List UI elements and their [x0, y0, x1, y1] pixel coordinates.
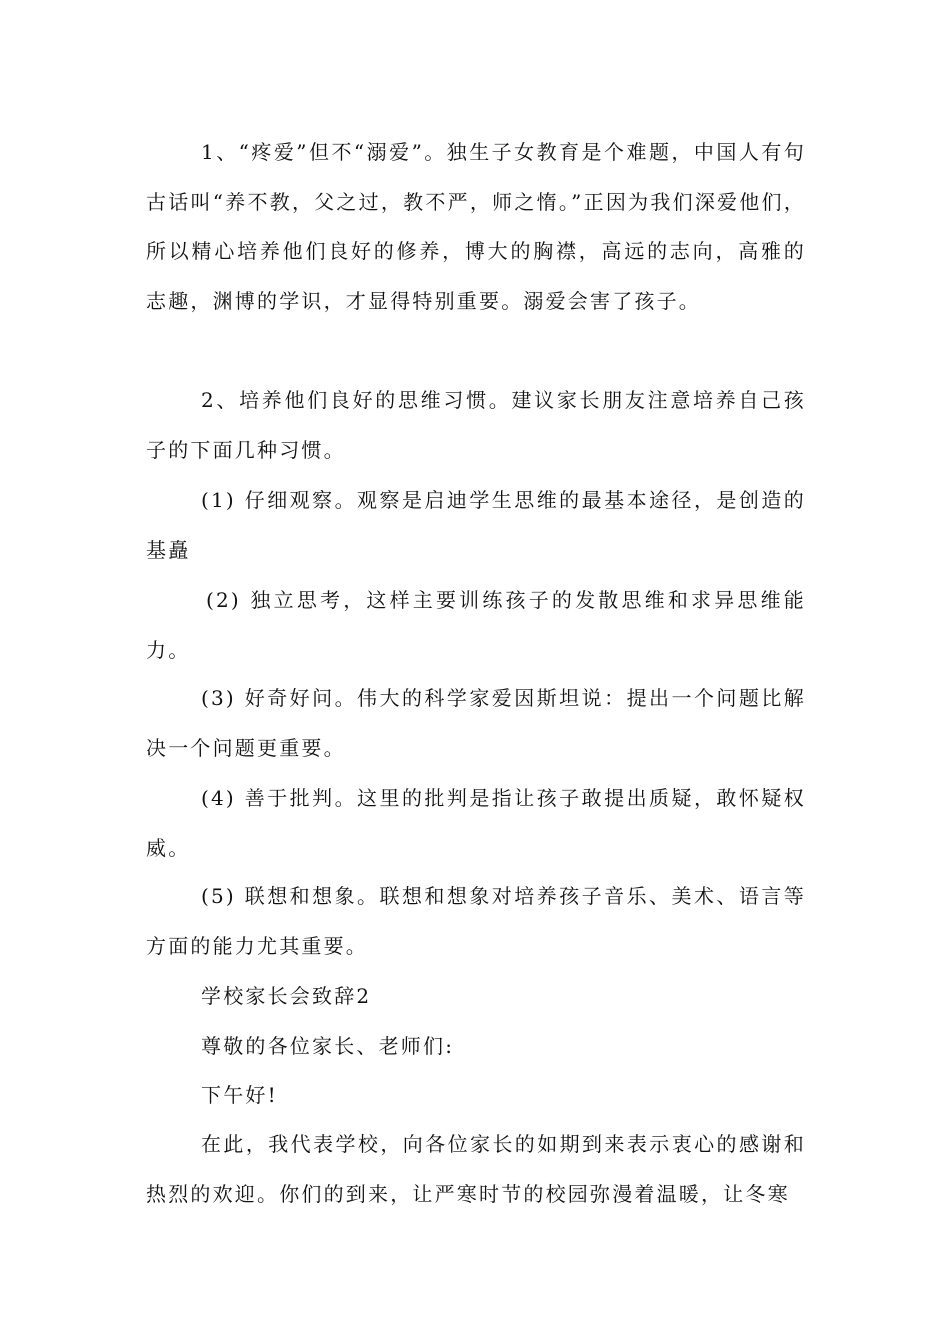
paragraph-2: 2、培养他们良好的思维习惯。建议家长朋友注意培养自己孩子的下面几种习惯。: [146, 388, 806, 462]
list-item-2: (2) 独立思考，这样主要训练孩子的发散思维和求异思维能力。: [146, 588, 806, 662]
section-heading: 学校家长会致辞2: [201, 984, 372, 1008]
paragraph-1: 1、“疼爱”但不“溺爱”。独生子女教育是个难题，中国人有句古话叫“养不教，父之过，教不严，师之惰。”正因为我们深爱他们，所以精心培养他们良好的修养，博大的胸襟，高远的志向，高雅的志趣，渊博的学识，才显得特别重要。溺爱会害了孩子。: [146, 140, 806, 313]
list-item-3: (3) 好奇好问。伟大的科学家爱因斯坦说：提出一个问题比解决一个问题更重要。: [146, 686, 806, 760]
list-item-5: (5) 联想和想象。联想和想象对培养孩子音乐、美术、语言等方面的能力尤其重要。: [146, 884, 806, 958]
list-item-4: (4) 善于批判。这里的批判是指让孩子敢提出质疑，敢怀疑权威。: [146, 786, 806, 860]
paragraph-opening: 在此，我代表学校，向各位家长的如期到来表示衷心的感谢和热烈的欢迎。你们的到来，让严寒时节的校园弥漫着温暖，让冬寒: [146, 1132, 806, 1206]
list-item-1: (1) 仔细观察。观察是启迪学生思维的最基本途径，是创造的基矗: [146, 488, 806, 562]
greeting: 下午好!: [201, 1083, 278, 1107]
salutation: 尊敬的各位家长、老师们:: [201, 1034, 455, 1058]
